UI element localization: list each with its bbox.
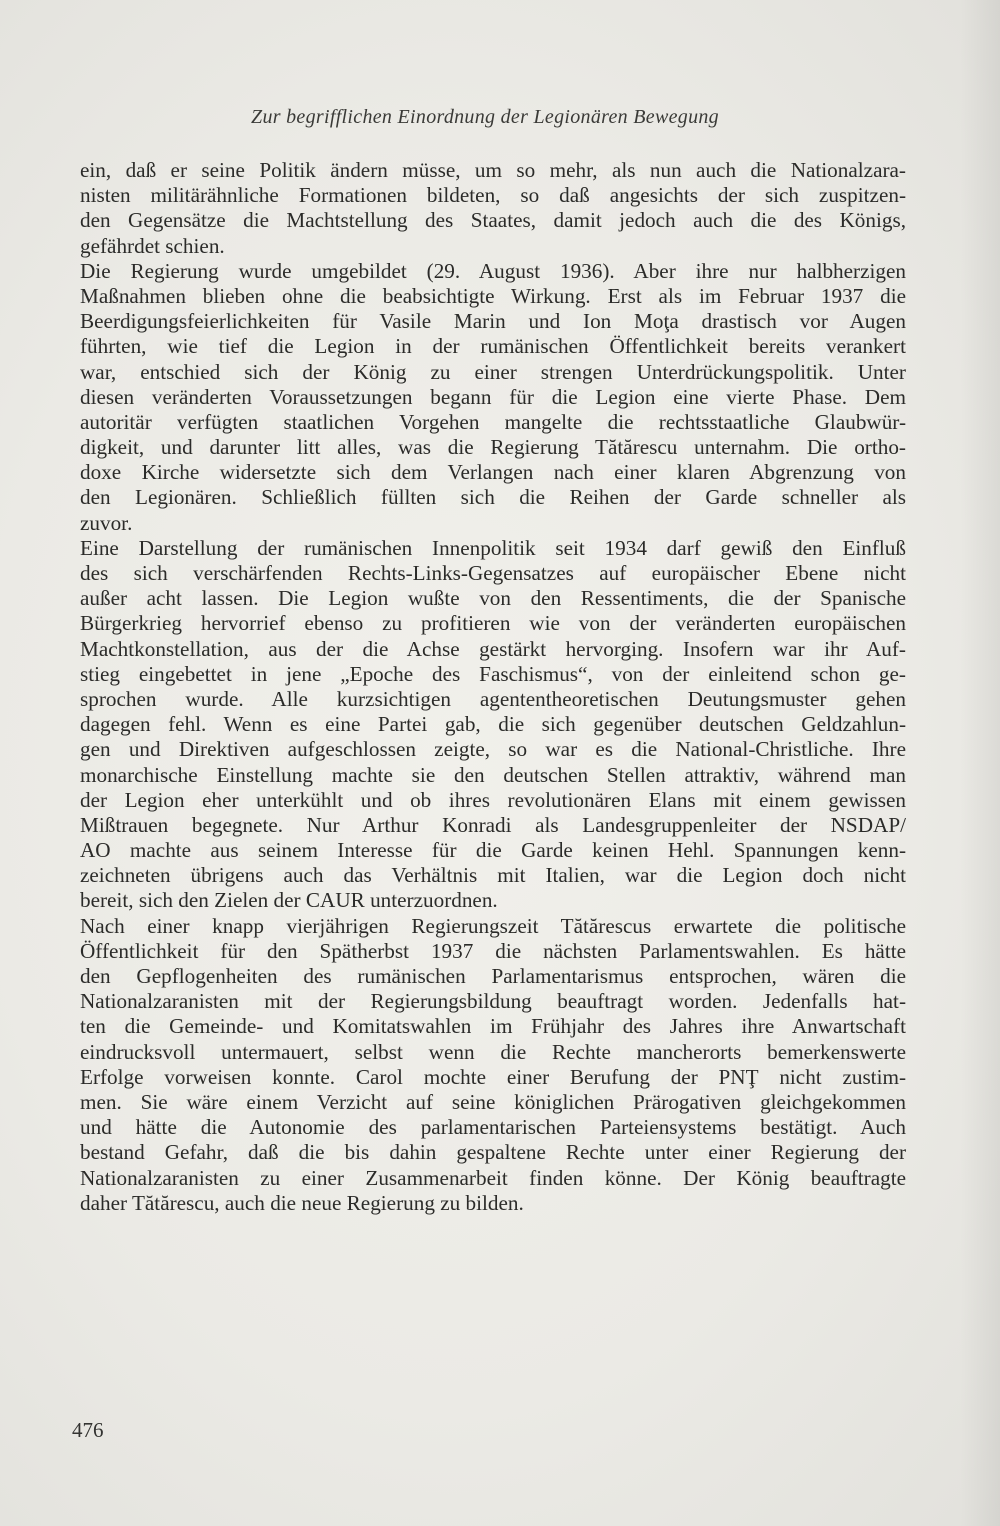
text-line: zuvor. [80,510,133,535]
text-line: Öffentlichkeit für den Spätherbst 1937 die nächsten Parlamentswahlen. Es hätte [80,938,906,963]
text-line: gen und Direktiven aufgeschlossen zeigte, so war es die National-Christliche. Ihre [80,737,906,762]
text-line: nisten militärähnliche Formationen bildeten, so daß angesichts der sich zuspitzen- [80,183,906,208]
text-line: gefährdet schien. [80,233,225,258]
text-line: war, entschied sich der König zu einer strengen Unterdrückungspolitik. Unter [80,359,906,384]
text-line: und hätte die Autonomie des parlamentarischen Parteiensystems bestätigt. Auch [80,1115,906,1140]
text-line: eindrucksvoll untermauert, selbst wenn die Rechte mancherorts bemerkenswerte [80,1039,906,1064]
text-line: zeichneten übrigens auch das Verhältnis mit Italien, war die Legion doch nicht [80,863,906,888]
text-line: der Legion eher unterkühlt und ob ihres revolutionären Elans mit einem gewissen [80,787,906,812]
text-line: sprochen wurde. Alle kurzsichtigen agententheoretischen Deutungsmuster gehen [80,686,906,711]
body-text [80,158,906,1216]
text-line: Nationalzaranisten zu einer Zusammenarbeit finden könne. Der König beauftragte [80,1165,906,1190]
text-line: digkeit, und darunter litt alles, was die Regierung Tătărescu unternahm. Die ortho- [80,435,906,460]
text-line: führten, wie tief die Legion in der rumänischen Öffentlichkeit bereits verankert [80,334,906,359]
text-line: Mißtrauen begegnete. Nur Arthur Konradi als Landesgruppenleiter der NSDAP/ [80,812,906,837]
text-line: bereit, sich den Zielen der CAUR unterzuordnen. [80,888,498,913]
text-line: autoritär verfügten staatlichen Vorgehen mangelte die rechtsstaatliche Glaubwür- [80,409,906,434]
text-line: daher Tătărescu, auch die neue Regierung zu bilden. [80,1190,524,1215]
text-line: dagegen fehl. Wenn es eine Partei gab, die sich gegenüber deutschen Geldzahlun- [80,712,906,737]
text-line: Bürgerkrieg hervorrief ebenso zu profitieren wie von der veränderten europäischen [80,611,906,636]
text-line: doxe Kirche widersetzte sich dem Verlangen nach einer klaren Abgrenzung von [80,460,906,485]
text-line: Nationalzaranisten mit der Regierungsbildung beauftragt worden. Jedenfalls hat- [80,989,906,1014]
text-line: den Legionären. Schließlich füllten sich die Reihen der Garde schneller als [80,485,906,510]
text-line: des sich verschärfenden Rechts-Links-Gegensatzes auf europäischer Ebene nicht [80,561,906,585]
text-line: AO machte aus seinem Interesse für die Garde keinen Hehl. Spannungen kenn- [80,838,906,863]
text-line: ein, daß er seine Politik ändern müsse, um so mehr, als nun auch die Nationalzara- [80,158,906,182]
text-line: Eine Darstellung der rumänischen Innenpolitik seit 1934 darf gewiß den Einfluß [80,535,906,560]
text-line: diesen veränderten Voraussetzungen begann für die Legion eine vierte Phase. Dem [80,384,906,409]
text-line: men. Sie wäre einem Verzicht auf seine königlichen Prärogativen gleichgekommen [80,1089,906,1114]
text-line: monarchische Einstellung machte sie den deutschen Stellen attraktiv, während man [80,762,906,787]
text-line: Nach einer knapp vierjährigen Regierungszeit Tătărescus erwartete die politische [80,913,906,938]
text-line: stieg eingebettet in jene „Epoche des Faschismus“, von der einleitend schon ge- [80,661,906,686]
page-number: 476 [72,1418,104,1442]
running-head: Zur begrifflichen Einordnung der Legionären Bewegung [251,106,719,128]
text-line: ten die Gemeinde- und Komitatswahlen im Frühjahr des Jahres ihre Anwartschaft [80,1014,906,1039]
text-line: bestand Gefahr, daß die bis dahin gespaltene Rechte unter einer Regierung der [80,1140,906,1165]
text-line: Beerdigungsfeierlichkeiten für Vasile Marin und Ion Moţa drastisch vor Augen [80,309,906,334]
text-line: Maßnahmen blieben ohne die beabsichtigte Wirkung. Erst als im Februar 1937 die [80,283,906,308]
text-line: den Gegensätze die Machtstellung des Staates, damit jedoch auch die des Königs, [80,208,906,233]
text-line: den Gepflogenheiten des rumänischen Parlamentarismus entsprochen, wären die [80,964,906,988]
text-line: Machtkonstellation, aus der die Achse gestärkt hervorging. Insofern war ihr Auf- [80,636,906,661]
text-line: Die Regierung wurde umgebildet (29. August 1936). Aber ihre nur halbherzigen [80,258,906,283]
text-line: außer acht lassen. Die Legion wußte von den Ressentiments, die der Spanische [80,586,906,611]
text-line: Erfolge vorweisen konnte. Carol mochte einer Berufung der PNŢ nicht zustim- [80,1064,906,1089]
page-gutter-shadow [960,0,1000,1526]
